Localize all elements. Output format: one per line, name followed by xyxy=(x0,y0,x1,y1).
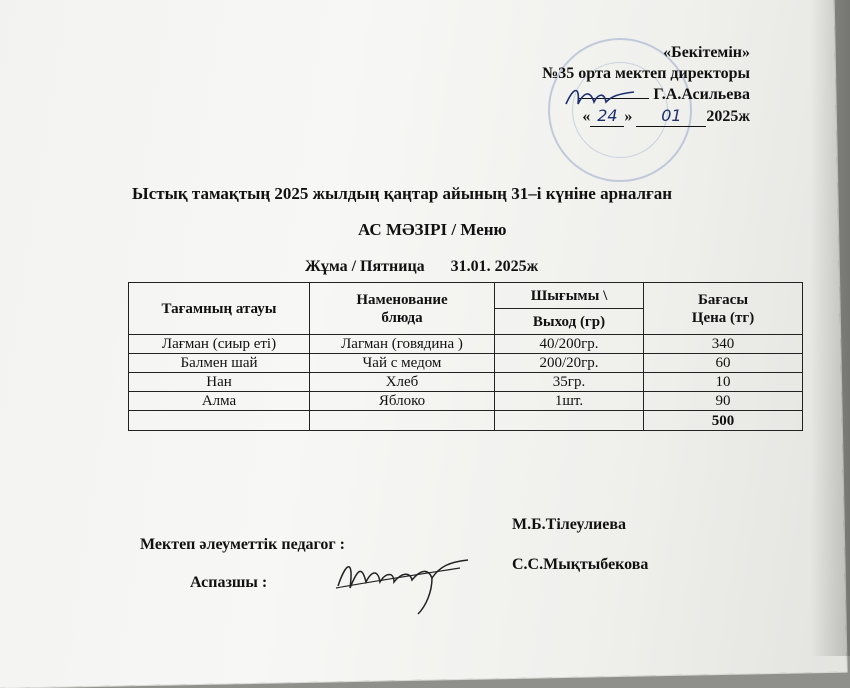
header-price: Бағасы Цена (тг) xyxy=(644,283,803,335)
dish-output: 35гр. xyxy=(495,373,644,392)
dish-output: 1шт. xyxy=(495,392,644,411)
dish-price: 60 xyxy=(644,354,803,373)
table-row xyxy=(129,392,803,411)
header-output-kz: Шығымы \ xyxy=(495,283,644,309)
dish-price: 340 xyxy=(644,335,803,354)
dish-ru: Хлеб xyxy=(310,373,495,392)
menu-table xyxy=(128,282,803,431)
menu-day-date xyxy=(305,258,538,276)
dish-ru: Чай с медом xyxy=(310,354,495,373)
paper-edge-shadow xyxy=(810,0,850,656)
total-row xyxy=(129,411,803,431)
header-name-ru: Наменование блюда xyxy=(310,283,495,335)
menu-date: 31.01. 2025ж xyxy=(450,258,539,275)
dish-ru: Лагман (говядина ) xyxy=(310,335,495,354)
pedagog-label: Мектеп әлеуметтік педагог : xyxy=(140,536,346,553)
pedagog-name: М.Б.Тілеулиева xyxy=(512,516,627,533)
header-name-kz: Тағамның атауы xyxy=(129,283,310,335)
dish-kz: Нан xyxy=(129,373,310,392)
approval-line2: №35 орта мектеп директоры xyxy=(542,65,750,82)
director-name: Г.А.Асильева xyxy=(653,86,750,103)
menu-title-line1: Ыстық тамақтың 2025 жылдың қаңтар айының 31–і күніне арналған xyxy=(132,184,673,203)
approval-date-year: 2025ж xyxy=(706,108,750,125)
dish-kz: Алма xyxy=(129,392,310,411)
table-row xyxy=(129,373,803,392)
menu-day: Жұма / Пятница xyxy=(305,258,425,275)
dish-output: 40/200гр. xyxy=(495,335,644,354)
header-output-ru: Выход (гр) xyxy=(495,309,644,335)
cook-signature xyxy=(328,548,478,618)
approval-date-line: « 24 » 01 2025ж xyxy=(582,106,750,125)
cook-name: С.С.Мықтыбекова xyxy=(512,556,649,573)
table-row xyxy=(129,354,803,373)
table-row xyxy=(129,335,803,354)
cook-label: Аспазшы : xyxy=(190,574,268,591)
dish-kz: Лағман (сиыр еті) xyxy=(129,335,310,354)
approval-date-day: 24 xyxy=(590,105,624,127)
dish-kz: Балмен шай xyxy=(129,354,310,373)
director-signature xyxy=(560,82,640,116)
dish-output: 200/20гр. xyxy=(495,354,644,373)
approval-line1: «Бекітемін» xyxy=(663,44,750,61)
approval-date-month: 01 xyxy=(636,105,706,127)
dish-price: 10 xyxy=(644,373,803,392)
dish-ru: Яблоко xyxy=(310,392,495,411)
dish-price: 90 xyxy=(644,392,803,411)
menu-title-line2: АС МӘЗІРІ / Меню xyxy=(358,220,507,239)
total-price: 500 xyxy=(644,411,803,431)
